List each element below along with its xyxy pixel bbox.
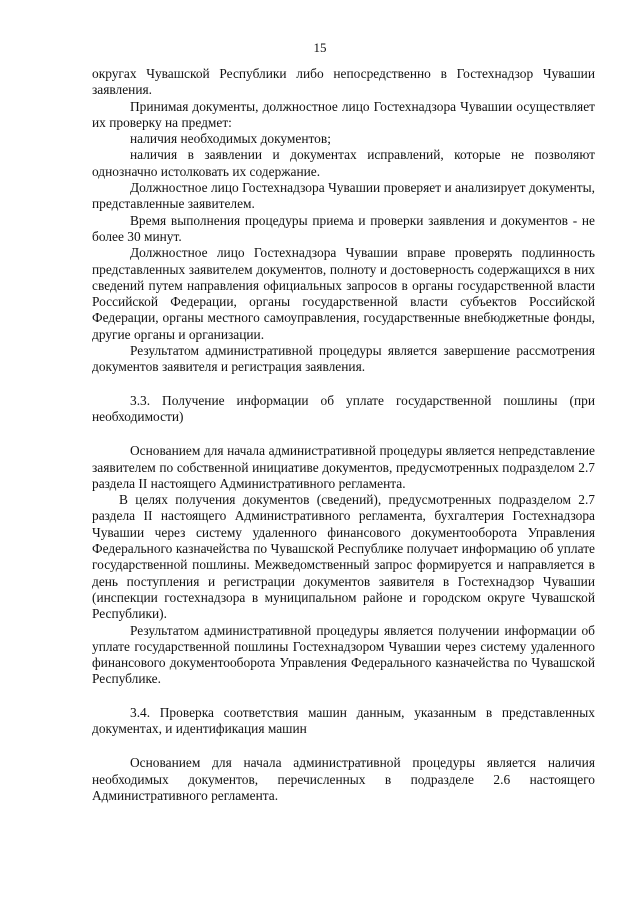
section-heading-3-3: 3.3. Получение информации об уплате государственной пошлины (при необходимости) (92, 392, 595, 424)
list-item: наличия необходимых документов; (130, 131, 331, 147)
spacer (92, 376, 595, 393)
paragraph: Основанием для начала административной процедуры является непредставление заявителем по собственной инициативе документов, предусмотренных подразделом 2.7 раздела II настоящего Административного регламента. (92, 443, 595, 491)
paragraph: Принимая документы, должностное лицо Гостехнадзора Чувашии осуществляет их проверку на предмет: (92, 98, 595, 130)
paragraph: Результатом административной процедуры является завершение рассмотрения документов заявителя и регистрация заявления. (92, 343, 595, 375)
spacer (92, 425, 595, 443)
paragraph: Результатом административной процедуры является получении информации об уплате государственной пошлины Гостехнадзором Чувашии через систему удаленного финансового документооборота Управления Федерального казначейства по Чувашской Республике. (92, 622, 595, 687)
document-body (92, 66, 595, 804)
spacer (92, 737, 595, 755)
paragraph: Должностное лицо Гостехнадзора Чувашии проверяет и анализирует документы, представленные заявителем. (92, 180, 595, 212)
paragraph: В целях получения документов (сведений), предусмотренных подразделом 2.7 раздела II настоящего Административного регламента, бухгалтерия Гостехнадзора Чувашии через систему удаленного финансового документооборота Управления Федерального казначейства по Чувашской Республике получает информацию об уплате государственной пошлины. Межведомственный запрос формируется и направляется в день поступления и регистрации документов заявителя в Гостехнадзор Чувашии (инспекции гостехнадзора в муниципальном районе и городском округе Чувашской Республики). (92, 492, 595, 622)
page-number: 15 (313, 40, 327, 55)
spacer (92, 688, 595, 705)
paragraph: Должностное лицо Гостехнадзора Чувашии вправе проверять подлинность представленных заявителем документов, полноту и достоверность содержащихся в них сведений путем направления официальных запросов в органы государственной власти Российской Федерации, органы государственной власти субъектов Российской Федерации, органы местного самоуправления, государственные внебюджетные фонды, другие органы и организации. (92, 245, 595, 342)
paragraph: Основанием для начала административной процедуры является наличия необходимых документов, перечисленных в подразделе 2.6 настоящего Административного регламента. (92, 755, 595, 803)
section-heading-3-4: 3.4. Проверка соответствия машин данным, указанным в представленных документах, и идентификация машин (92, 704, 595, 736)
paragraph: Время выполнения процедуры приема и проверки заявления и документов - не более 30 минут. (92, 212, 595, 244)
list-item: наличия в заявлении и документах исправлений, которые не позволяют однозначно истолковать их содержание. (92, 147, 595, 179)
paragraph-continuation: округах Чувашской Республики либо непосредственно в Гостехнадзор Чувашии заявления. (92, 66, 595, 98)
